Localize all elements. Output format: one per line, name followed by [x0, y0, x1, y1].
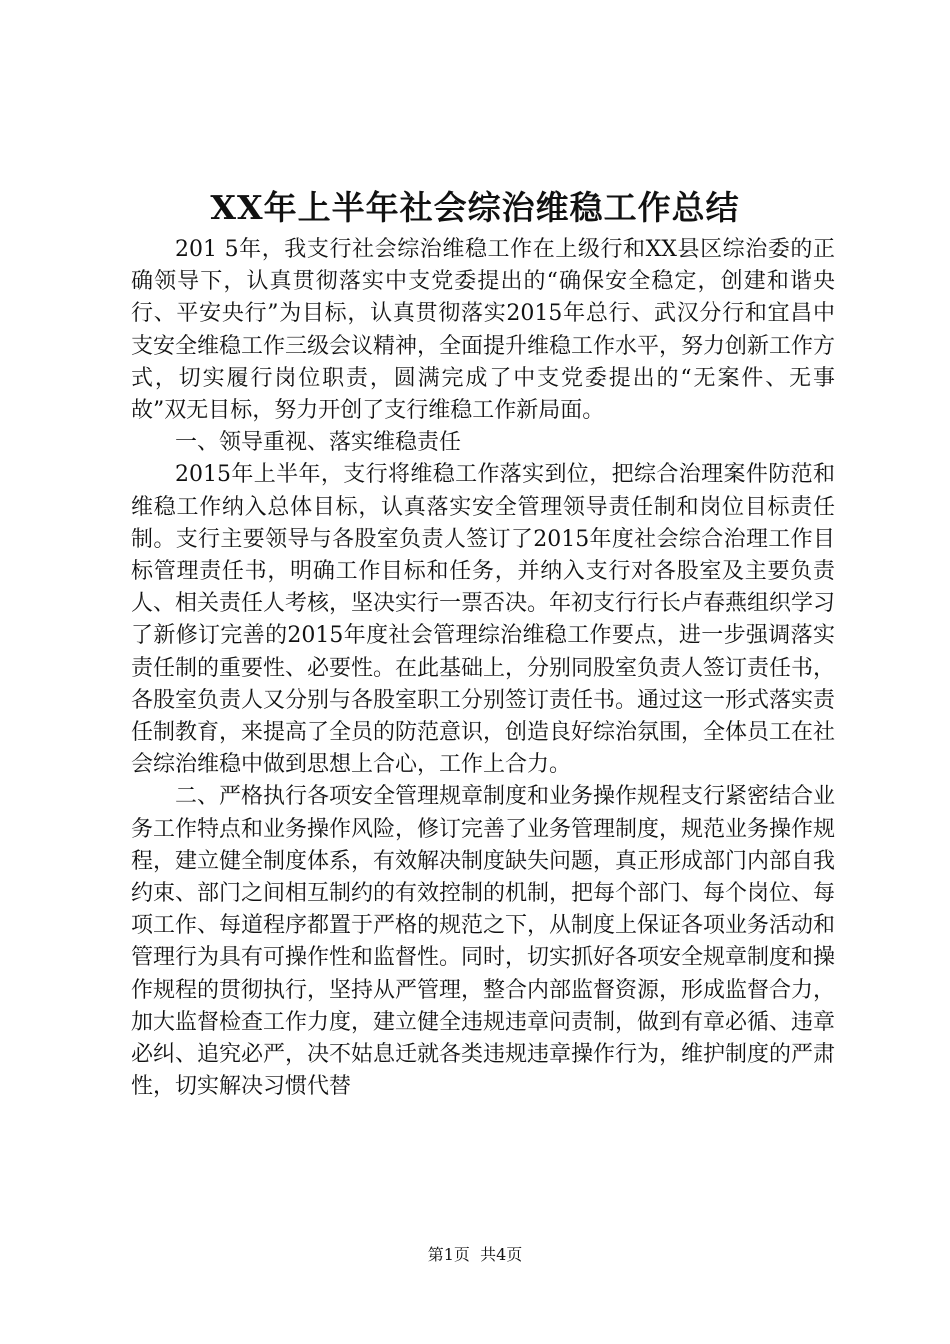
section-heading-1: 一、领导重视、落实维稳责任: [175, 430, 462, 456]
paragraph-section-2: 二、严格执行各项安全管理规章制度和业务操作规程支行紧密结合业务工作特点和业务操作风险，修订完善了业务管理制度，规范业务操作规程，建立健全制度体系，有效解决制度缺失问题，真正形成部门内部自我约束、部门之间相互制约的有效控制的机制，把每个部门、每个岗位、每项工作、每道程序都置于严格的规范之下，从制度上保证各项业务活动和管理行为具有可操作性和监督性。同时，切实抓好各项安全规章制度和操作规程的贯彻执行，坚持从严管理，整合内部监督资源，形成监督合力，加大监督检查工作力度，建立健全违规违章问责制，做到有章必循、违章必纠、追究必严，决不姑息迁就各类违规违章操作行为，维护制度的严肃性，切实解决习惯代替: [131, 784, 836, 1100]
paragraph-intro: 201 5年，我支行社会综治维稳工作在上级行和XX县区综治委的正确领导下，认真贯彻落实中支党委提出的“确保安全稳定，创建和谐央行、平安央行”为目标，认真贯彻落实2015年总行、武汉分行和宜昌中支安全维稳工作三级会议精神，全面提升维稳工作水平，努力创新工作方式，切实履行岗位职责，圆满完成了中支党委提出的“无案件、无事故”双无目标，努力开创了支行维稳工作新局面。: [131, 237, 836, 424]
page-number: 第1页 共4页: [427, 1245, 523, 1264]
page-footer: [0, 1244, 950, 1266]
paragraph-section-1: 2015年上半年，支行将维稳工作落实到位，把综合治理案件防范和维稳工作纳入总体目标，认真落实安全管理领导责任制和岗位目标责任制。支行主要领导与各股室负责人签订了2015年度社会综合治理工作目标管理责任书，明确工作目标和任务，并纳入支行对各股室及主要负责人、相关责任人考核，坚决实行一票否决。年初支行行长卢春燕组织学习了新修订完善的2015年度社会管理综治维稳工作要点，进一步强调落实责任制的重要性、必要性。在此基础上，分别同股室负责人签订责任书，各股室负责人又分别与各股室职工分别签订责任书。通过这一形式落实责任制教育，来提高了全员的防范意识，创造良好综治氛围，全体员工在社会综治维稳中做到思想上合心，工作上合力。: [131, 462, 836, 778]
document-title: XX年上半年社会综治维稳工作总结: [210, 188, 740, 227]
document-body: [131, 234, 835, 1103]
